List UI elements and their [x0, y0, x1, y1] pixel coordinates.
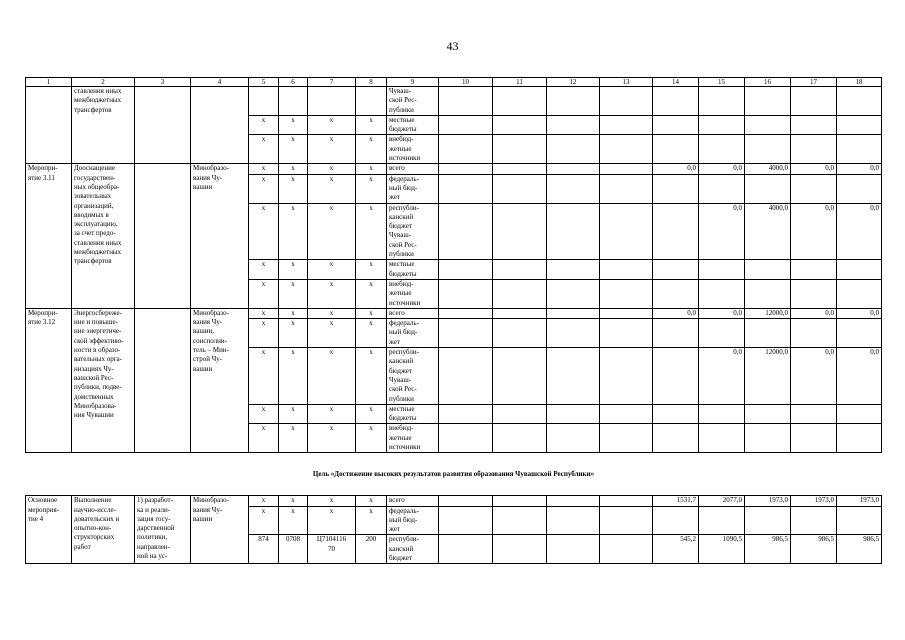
- funding-source: федераль- ный бюд- жет: [387, 506, 439, 535]
- empty-cell: [439, 319, 493, 348]
- value-cell: [699, 279, 745, 308]
- empty-cell: [600, 424, 653, 453]
- empty-cell: [493, 164, 547, 174]
- empty-cell: [547, 174, 600, 203]
- kbk-cell: x: [279, 424, 308, 453]
- empty-cell: [547, 506, 600, 535]
- value-cell: [791, 319, 837, 348]
- empty-cell: [439, 424, 493, 453]
- empty-cell: [600, 164, 653, 174]
- value-cell: [699, 87, 745, 116]
- value-cell: [837, 115, 882, 135]
- kbk-cell: x: [249, 135, 279, 164]
- value-cell: 2077,0: [699, 496, 745, 506]
- kbk-cell: x: [249, 203, 279, 260]
- kbk-cell: x: [279, 174, 308, 203]
- empty-cell: [493, 496, 547, 506]
- empty-cell: [600, 404, 653, 424]
- value-cell: 0,0: [699, 308, 745, 318]
- column-number: 5: [249, 78, 279, 87]
- kbk-cell: x: [249, 174, 279, 203]
- value-cell: [653, 174, 699, 203]
- column-number: 6: [279, 78, 308, 87]
- funding-source: всего: [387, 308, 439, 318]
- value-cell: [745, 87, 791, 116]
- empty-cell: [493, 174, 547, 203]
- empty-cell: [547, 496, 600, 506]
- kbk-cell: x: [249, 424, 279, 453]
- event-description: ставления иных межбюджетных трансфертов: [72, 87, 135, 164]
- kbk-cell: x: [279, 164, 308, 174]
- value-cell: [699, 174, 745, 203]
- kbk-cell: x: [249, 115, 279, 135]
- value-cell: 0,0: [791, 164, 837, 174]
- value-cell: 1531,7: [653, 496, 699, 506]
- kbk-cell: x: [249, 164, 279, 174]
- event-description: Дооснащение государствен- ных общеобра- зовательных организаций, вводимых в эксплуатацию, за счет предо- ставления иных межбюджетных трансфертов: [72, 164, 135, 308]
- empty-cell: [547, 308, 600, 318]
- empty-cell: [547, 203, 600, 260]
- column-number: 7: [308, 78, 356, 87]
- kbk-cell: x: [308, 135, 356, 164]
- funding-source: республи- канский бюджет: [387, 535, 439, 564]
- empty-cell: [439, 115, 493, 135]
- value-cell: [745, 135, 791, 164]
- column-number: 18: [837, 78, 882, 87]
- kbk-cell: x: [279, 404, 308, 424]
- funding-source: республи- канский бюджет Чуваш- ской Рес- публики: [387, 348, 439, 405]
- funding-source: всего: [387, 164, 439, 174]
- value-cell: [653, 203, 699, 260]
- empty-cell: [249, 87, 279, 116]
- empty-cell: [493, 115, 547, 135]
- value-cell: 0,0: [837, 308, 882, 318]
- column-number: 1: [26, 78, 72, 87]
- empty-cell: [547, 87, 600, 116]
- value-cell: 0,0: [653, 308, 699, 318]
- task-cell: 1) разработ- ка и реали- зация госу- дарственной политики, направлен- ной на ус-: [135, 496, 191, 564]
- value-cell: 0,0: [791, 348, 837, 405]
- kbk-cell: x: [249, 260, 279, 280]
- column-number: 14: [653, 78, 699, 87]
- kbk-cell: x: [308, 424, 356, 453]
- value-cell: 4000,0: [745, 203, 791, 260]
- value-cell: 1973,0: [745, 496, 791, 506]
- column-number: 16: [745, 78, 791, 87]
- value-cell: [837, 279, 882, 308]
- table-row: [26, 87, 882, 116]
- empty-cell: [493, 424, 547, 453]
- value-cell: 4000,0: [745, 164, 791, 174]
- value-cell: [653, 279, 699, 308]
- empty-cell: [493, 506, 547, 535]
- value-cell: 0,0: [791, 203, 837, 260]
- funding-source: федераль- ный бюд- жет: [387, 319, 439, 348]
- funding-source: республи- канский бюджет Чуваш- ской Рес- публики: [387, 203, 439, 260]
- empty-cell: [547, 164, 600, 174]
- kbk-cell: Ц7104116 70: [308, 535, 356, 564]
- empty-cell: [493, 260, 547, 280]
- budget-table: [25, 77, 882, 564]
- funding-source: внебюд- жетные источники: [387, 279, 439, 308]
- kbk-cell: x: [308, 496, 356, 506]
- kbk-cell: x: [279, 348, 308, 405]
- column-number: 17: [791, 78, 837, 87]
- event-label: Меропри- ятие 3.11: [26, 164, 72, 308]
- empty-cell: [547, 348, 600, 405]
- empty-cell: [600, 135, 653, 164]
- value-cell: [699, 319, 745, 348]
- column-number: 12: [547, 78, 600, 87]
- value-cell: [837, 260, 882, 280]
- kbk-cell: x: [279, 135, 308, 164]
- empty-cell: [547, 115, 600, 135]
- empty-cell: [547, 535, 600, 564]
- kbk-cell: x: [356, 496, 387, 506]
- empty-cell: [600, 319, 653, 348]
- event-label: Основное мероприя- тие 4: [26, 496, 72, 564]
- empty-cell: [308, 87, 356, 116]
- value-cell: 986,5: [791, 535, 837, 564]
- value-cell: 545,2: [653, 535, 699, 564]
- event-description: Выполнение научно-иссле- довательских и опытно-кон- структорских работ: [72, 496, 135, 564]
- kbk-cell: 0708: [279, 535, 308, 564]
- kbk-cell: x: [308, 164, 356, 174]
- empty-cell: [493, 203, 547, 260]
- funding-source: местные бюджеты: [387, 115, 439, 135]
- kbk-cell: x: [308, 203, 356, 260]
- event-label: [26, 87, 72, 164]
- value-cell: [791, 174, 837, 203]
- kbk-cell: x: [279, 279, 308, 308]
- funding-source: федераль- ный бюд- жет: [387, 174, 439, 203]
- empty-cell: [439, 404, 493, 424]
- empty-cell: [547, 319, 600, 348]
- value-cell: 0,0: [699, 348, 745, 405]
- value-cell: 0,0: [791, 308, 837, 318]
- value-cell: [653, 348, 699, 405]
- funding-source: всего: [387, 496, 439, 506]
- empty-cell: [493, 535, 547, 564]
- executor-cell: Минобразо- вания Чу- вашии: [191, 496, 249, 564]
- value-cell: 0,0: [837, 203, 882, 260]
- kbk-cell: x: [279, 115, 308, 135]
- empty-cell: [439, 506, 493, 535]
- value-cell: 986,5: [745, 535, 791, 564]
- column-number-row: [26, 78, 882, 87]
- kbk-cell: x: [356, 174, 387, 203]
- value-cell: [791, 135, 837, 164]
- value-cell: 12000,0: [745, 348, 791, 405]
- kbk-cell: x: [356, 348, 387, 405]
- value-cell: [699, 115, 745, 135]
- kbk-cell: x: [279, 496, 308, 506]
- kbk-cell: x: [279, 319, 308, 348]
- value-cell: [653, 87, 699, 116]
- kbk-cell: x: [356, 404, 387, 424]
- empty-cell: [600, 115, 653, 135]
- value-cell: [791, 87, 837, 116]
- funding-source: местные бюджеты: [387, 260, 439, 280]
- table-row: [26, 308, 882, 318]
- value-cell: [699, 404, 745, 424]
- empty-cell: [600, 260, 653, 280]
- kbk-cell: x: [249, 496, 279, 506]
- value-cell: [653, 135, 699, 164]
- empty-cell: [600, 506, 653, 535]
- executor-cell: Минобразо- вания Чу- вашии: [191, 164, 249, 308]
- value-cell: [837, 174, 882, 203]
- empty-cell: [439, 535, 493, 564]
- value-cell: [653, 260, 699, 280]
- kbk-cell: x: [308, 174, 356, 203]
- kbk-cell: x: [356, 260, 387, 280]
- empty-cell: [600, 87, 653, 116]
- empty-cell: [439, 135, 493, 164]
- kbk-cell: x: [356, 308, 387, 318]
- empty-cell: [279, 87, 308, 116]
- empty-cell: [439, 308, 493, 318]
- empty-cell: [356, 87, 387, 116]
- value-cell: [745, 279, 791, 308]
- column-number: 8: [356, 78, 387, 87]
- kbk-cell: x: [279, 308, 308, 318]
- empty-cell: [439, 260, 493, 280]
- kbk-cell: x: [356, 279, 387, 308]
- empty-cell: [493, 135, 547, 164]
- column-number: 2: [72, 78, 135, 87]
- kbk-cell: x: [249, 319, 279, 348]
- kbk-cell: x: [356, 164, 387, 174]
- empty-cell: [600, 203, 653, 260]
- value-cell: 1973,0: [837, 496, 882, 506]
- value-cell: 12000,0: [745, 308, 791, 318]
- value-cell: [745, 115, 791, 135]
- task-cell: [135, 308, 191, 452]
- kbk-cell: x: [356, 135, 387, 164]
- value-cell: [745, 506, 791, 535]
- kbk-cell: x: [249, 308, 279, 318]
- kbk-cell: x: [356, 115, 387, 135]
- value-cell: 986,5: [837, 535, 882, 564]
- goal-row: [26, 453, 882, 496]
- value-cell: [745, 404, 791, 424]
- kbk-cell: x: [308, 319, 356, 348]
- value-cell: [699, 506, 745, 535]
- column-number: 15: [699, 78, 745, 87]
- empty-cell: [493, 404, 547, 424]
- value-cell: [791, 404, 837, 424]
- empty-cell: [439, 174, 493, 203]
- empty-cell: [600, 174, 653, 203]
- empty-cell: [439, 87, 493, 116]
- kbk-cell: x: [308, 115, 356, 135]
- task-cell: [135, 87, 191, 164]
- kbk-cell: x: [308, 308, 356, 318]
- kbk-cell: x: [279, 203, 308, 260]
- value-cell: [653, 319, 699, 348]
- empty-cell: [439, 279, 493, 308]
- empty-cell: [547, 260, 600, 280]
- column-number: 11: [493, 78, 547, 87]
- kbk-cell: x: [249, 506, 279, 535]
- value-cell: [653, 404, 699, 424]
- table-row: [26, 496, 882, 506]
- empty-cell: [493, 348, 547, 405]
- value-cell: [653, 424, 699, 453]
- value-cell: [791, 424, 837, 453]
- funding-source: Чуваш- ской Рес- публики: [387, 87, 439, 116]
- value-cell: 1973,0: [791, 496, 837, 506]
- kbk-cell: x: [308, 348, 356, 405]
- value-cell: 1090,5: [699, 535, 745, 564]
- kbk-cell: x: [308, 260, 356, 280]
- empty-cell: [600, 348, 653, 405]
- kbk-cell: x: [249, 279, 279, 308]
- value-cell: [837, 319, 882, 348]
- empty-cell: [493, 279, 547, 308]
- kbk-cell: x: [356, 319, 387, 348]
- empty-cell: [600, 496, 653, 506]
- value-cell: 0,0: [837, 348, 882, 405]
- empty-cell: [493, 319, 547, 348]
- column-number: 3: [135, 78, 191, 87]
- value-cell: [699, 135, 745, 164]
- kbk-cell: x: [356, 424, 387, 453]
- kbk-cell: x: [308, 279, 356, 308]
- empty-cell: [547, 135, 600, 164]
- empty-cell: [439, 496, 493, 506]
- value-cell: [699, 424, 745, 453]
- empty-cell: [439, 348, 493, 405]
- empty-cell: [600, 535, 653, 564]
- goal-heading: Цель «Достижение высоких результатов развития образования Чувашской Республики»: [26, 453, 882, 496]
- empty-cell: [600, 279, 653, 308]
- empty-cell: [600, 308, 653, 318]
- value-cell: [791, 115, 837, 135]
- empty-cell: [547, 424, 600, 453]
- empty-cell: [493, 87, 547, 116]
- kbk-cell: x: [356, 203, 387, 260]
- column-number: 4: [191, 78, 249, 87]
- value-cell: [791, 279, 837, 308]
- kbk-cell: x: [308, 404, 356, 424]
- empty-cell: [547, 404, 600, 424]
- value-cell: 0,0: [653, 164, 699, 174]
- value-cell: [653, 506, 699, 535]
- value-cell: [837, 506, 882, 535]
- empty-cell: [439, 203, 493, 260]
- value-cell: [791, 260, 837, 280]
- empty-cell: [493, 308, 547, 318]
- kbk-cell: x: [249, 348, 279, 405]
- empty-cell: [439, 164, 493, 174]
- value-cell: 0,0: [699, 203, 745, 260]
- page-number: 43: [446, 39, 459, 53]
- funding-source: внебюд- жетные источники: [387, 424, 439, 453]
- table-row: [26, 164, 882, 174]
- task-cell: [135, 164, 191, 308]
- funding-source: местные бюджеты: [387, 404, 439, 424]
- kbk-cell: x: [308, 506, 356, 535]
- kbk-cell: x: [279, 506, 308, 535]
- value-cell: [653, 115, 699, 135]
- value-cell: [837, 87, 882, 116]
- column-number: 13: [600, 78, 653, 87]
- value-cell: [699, 260, 745, 280]
- table-body: [26, 78, 882, 564]
- column-number: 10: [439, 78, 493, 87]
- value-cell: [745, 174, 791, 203]
- value-cell: [745, 260, 791, 280]
- column-number: 9: [387, 78, 439, 87]
- executor-cell: [191, 87, 249, 164]
- value-cell: [837, 424, 882, 453]
- funding-source: внебюд- жетные источники: [387, 135, 439, 164]
- value-cell: 0,0: [699, 164, 745, 174]
- kbk-cell: x: [279, 260, 308, 280]
- kbk-cell: 874: [249, 535, 279, 564]
- kbk-cell: 200: [356, 535, 387, 564]
- kbk-cell: x: [356, 506, 387, 535]
- value-cell: [837, 135, 882, 164]
- value-cell: [837, 404, 882, 424]
- event-label: Меропри- ятие 3.12: [26, 308, 72, 452]
- value-cell: 0,0: [837, 164, 882, 174]
- event-description: Энергосбереже- ние и повыше- ние энергетиче- ской эффективо- ности в образо- вательных орга- низациях Чу- вашской Рес- публики, подве- домственных Минобразова- ния Чувашии: [72, 308, 135, 452]
- value-cell: [791, 506, 837, 535]
- value-cell: [745, 424, 791, 453]
- empty-cell: [547, 279, 600, 308]
- kbk-cell: x: [249, 404, 279, 424]
- value-cell: [745, 319, 791, 348]
- executor-cell: Минобразо- вания Чу- вашии, соисполни- тель – Мин- строй Чу- вашии: [191, 308, 249, 452]
